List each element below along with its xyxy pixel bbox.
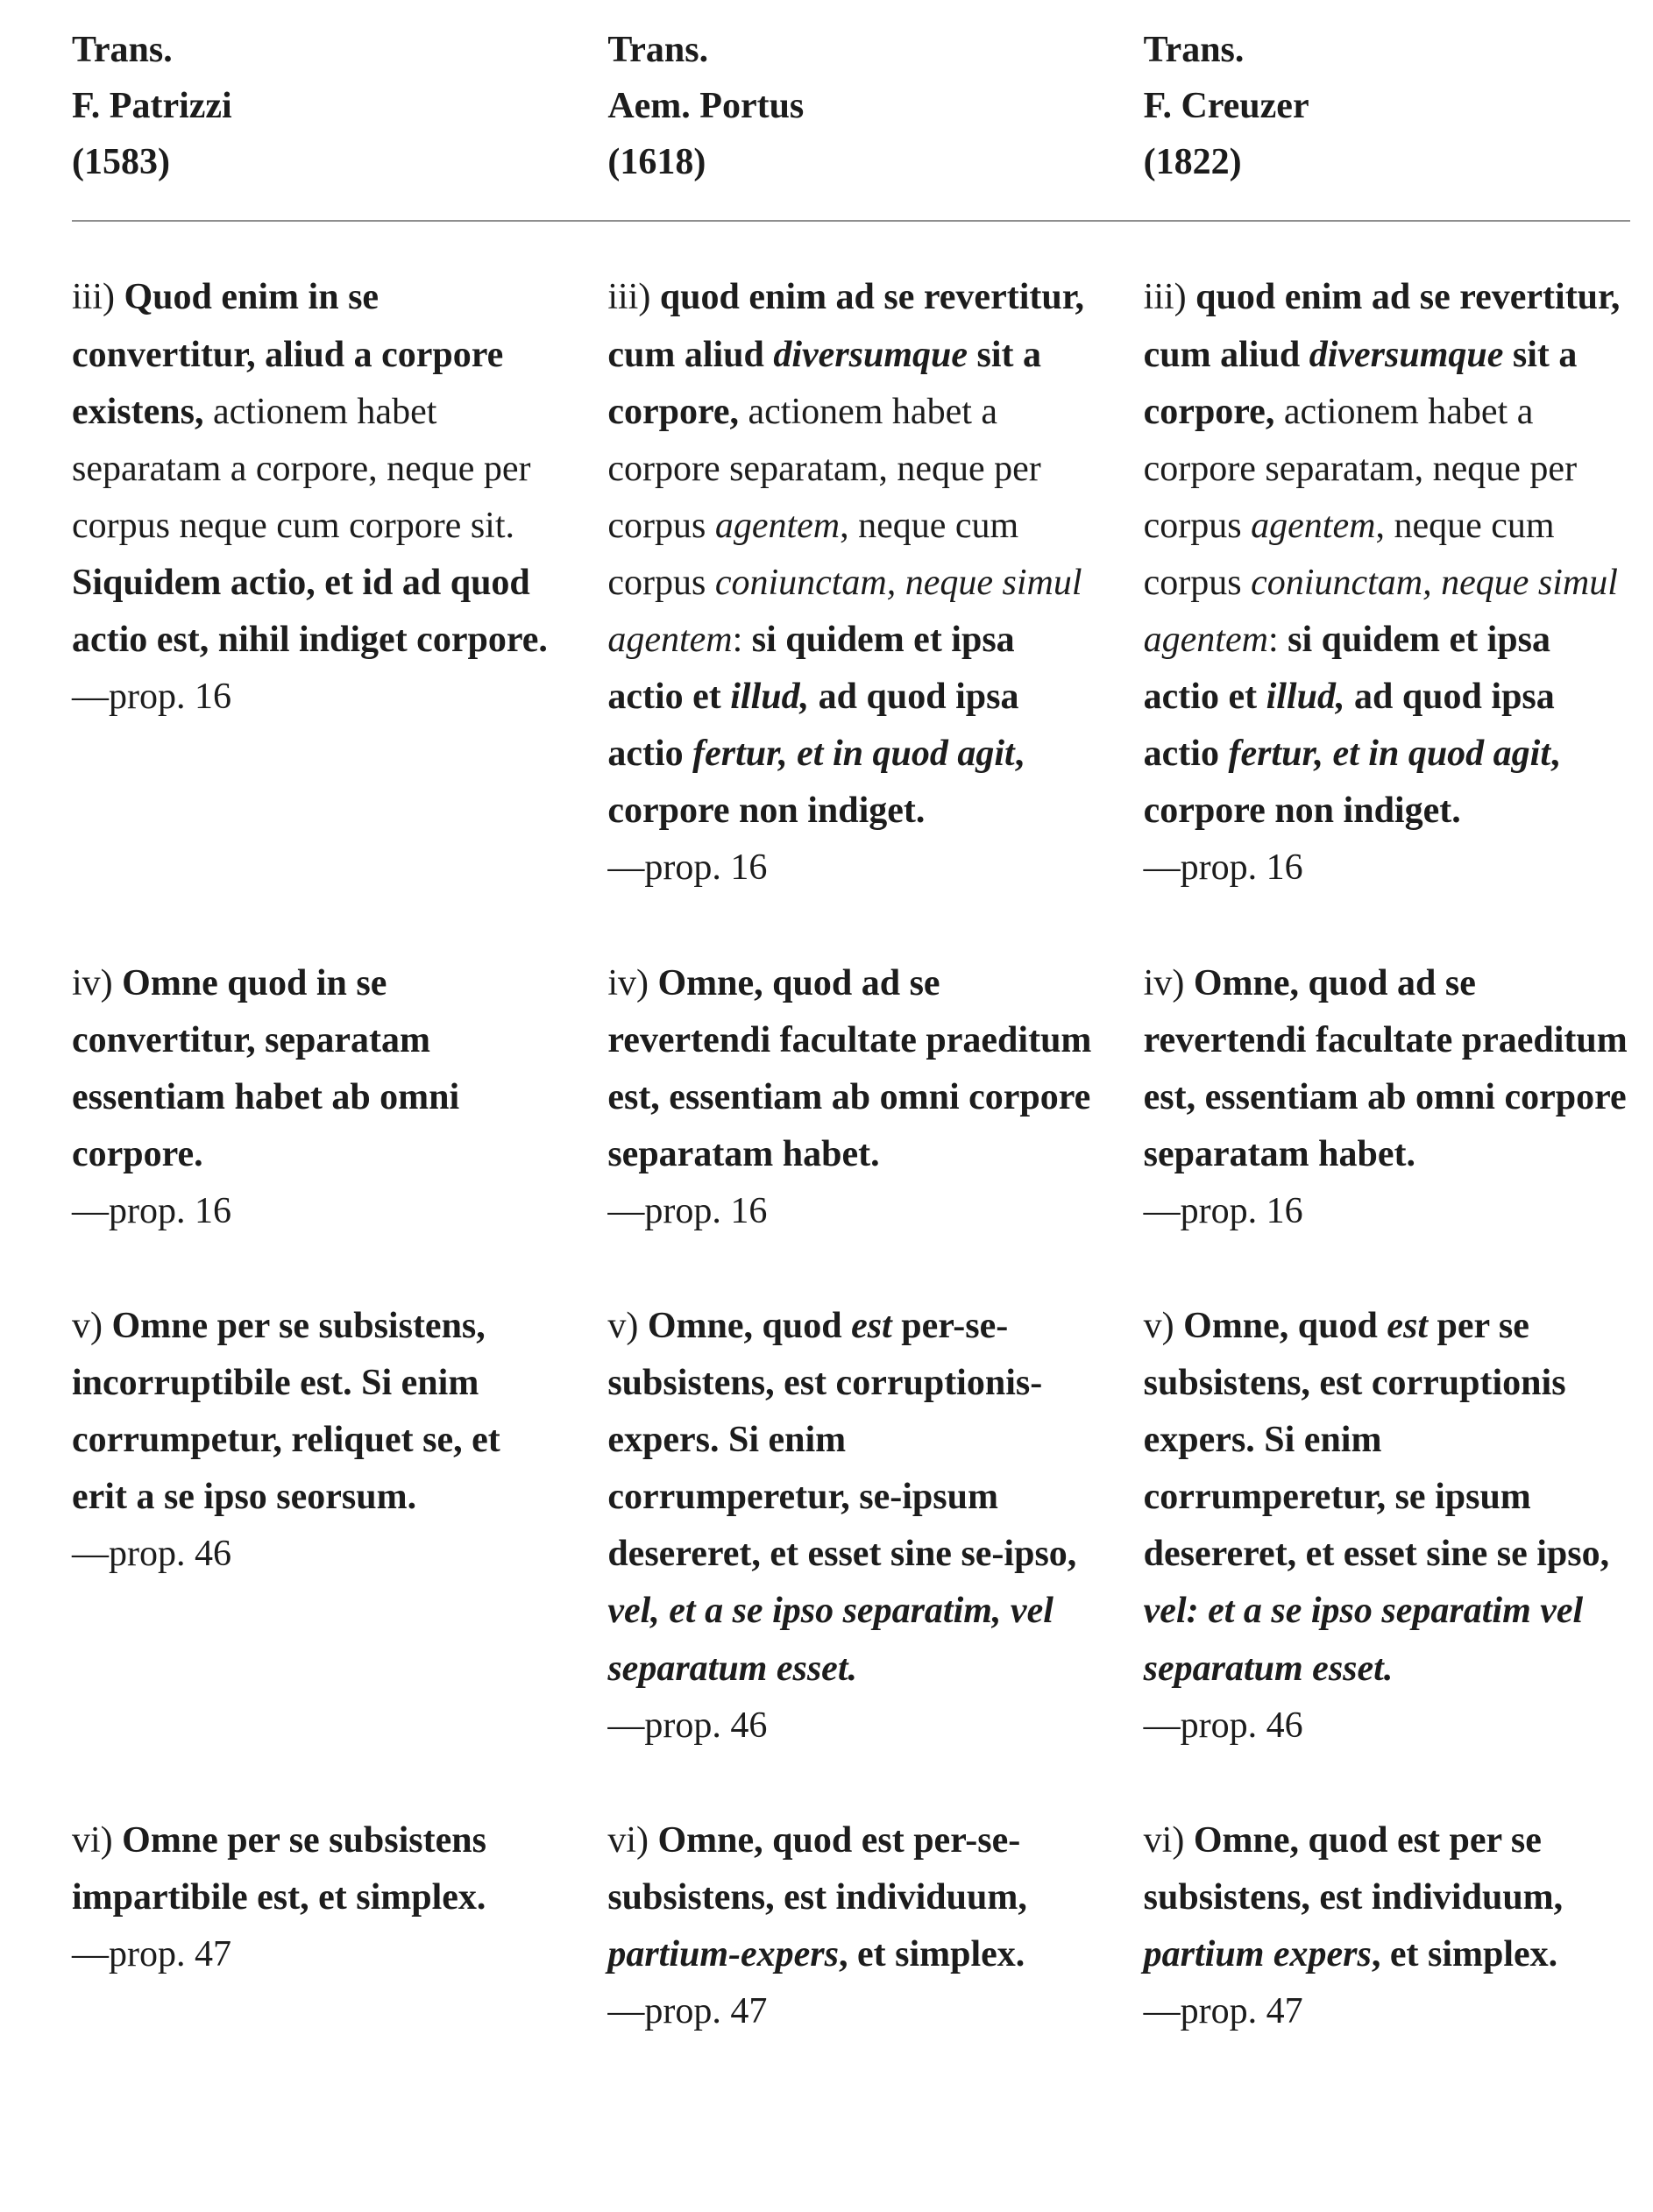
translator-name: F. Patrizzi xyxy=(72,85,232,126)
citation: —prop. 16 xyxy=(607,847,768,889)
passage-text xyxy=(72,1812,558,1926)
column-header-portus xyxy=(607,23,1094,190)
passage-text xyxy=(1144,1812,1630,1983)
citation: —prop. 16 xyxy=(72,1190,231,1231)
text-segment: , corpore non indiget. xyxy=(607,734,1025,832)
proposition-row-iii xyxy=(72,269,1630,897)
translation-label: Trans. xyxy=(1143,30,1245,70)
header-divider-rule xyxy=(72,220,1630,222)
text-segment: si quidem et ipsa actio et xyxy=(1143,620,1551,718)
text-segment: ad quod ipsa actio xyxy=(1143,677,1555,775)
text-segment: coniunctam, neque simul agentem xyxy=(1143,562,1618,661)
translator-name: Aem. Portus xyxy=(607,85,805,126)
text-segment: actionem habet separatam a corpore, neque per corpus neque cum corpore sit. xyxy=(72,391,531,546)
text-segment: fertur, et in quod agit xyxy=(1228,734,1551,775)
citation: —prop. 16 xyxy=(607,1190,768,1231)
text-segment: Quod enim in se convertitur, aliud a corpore existens, xyxy=(72,277,504,432)
text-segment: quod enim ad se revertitur, cum aliud xyxy=(1143,277,1621,375)
text-segment: Omne, quod xyxy=(647,1305,852,1346)
text-segment: diversumque xyxy=(1309,334,1504,375)
passage-iv-portus xyxy=(607,955,1094,1240)
passage-text xyxy=(607,955,1094,1183)
passage-v-patrizzi xyxy=(72,1298,558,1583)
passage-iii-patrizzi xyxy=(72,269,558,726)
text-segment: actionem habet a corpore separatam, neque per corpus xyxy=(1143,391,1578,546)
passage-text xyxy=(1144,269,1630,840)
translation-year: (1822) xyxy=(1143,141,1242,182)
text-segment: iv) xyxy=(72,962,123,1003)
citation: —prop. 47 xyxy=(607,1991,768,2032)
text-segment: : xyxy=(732,620,752,661)
passage-vi-creuzer xyxy=(1144,1812,1630,2040)
text-segment: Omne, quod xyxy=(1183,1305,1387,1346)
text-segment: iii) xyxy=(72,277,124,318)
text-segment: Omne, quod ad se revertendi facultate praeditum est, essentiam ab omni corpore separatam habet. xyxy=(607,962,1092,1174)
text-segment: est xyxy=(1387,1305,1429,1346)
text-segment: v) xyxy=(607,1305,648,1346)
passage-vi-patrizzi xyxy=(72,1812,558,1983)
passage-text xyxy=(72,269,558,669)
text-segment: partium-expers xyxy=(607,1933,839,1974)
text-segment: est xyxy=(851,1305,892,1346)
text-segment: Siquidem actio, et id ad quod actio est, nihil indiget corpore. xyxy=(72,562,548,661)
text-segment: illud, xyxy=(730,677,810,718)
passage-v-portus xyxy=(607,1298,1094,1755)
text-segment: si quidem et ipsa actio et xyxy=(607,620,1015,718)
text-segment: agentem xyxy=(1251,505,1376,546)
citation: —prop. 16 xyxy=(1143,847,1303,889)
citation: —prop. 16 xyxy=(72,677,231,718)
text-segment: iv) xyxy=(607,962,658,1003)
citation: —prop. 47 xyxy=(72,1933,231,1974)
text-segment: agentem xyxy=(714,505,841,546)
passage-text xyxy=(607,269,1094,840)
passage-text xyxy=(1144,1298,1630,1698)
translation-year: (1618) xyxy=(607,141,706,182)
text-segment: vi) xyxy=(607,1819,658,1861)
text-segment: iv) xyxy=(1143,962,1194,1003)
column-headers xyxy=(72,23,1630,190)
proposition-row-iv xyxy=(72,955,1630,1240)
text-segment: v) xyxy=(72,1305,112,1346)
passage-text xyxy=(72,955,558,1183)
passage-vi-portus xyxy=(607,1812,1094,2040)
text-segment: vel, et a se ipso separatim, vel separatum esset. xyxy=(607,1591,1054,1689)
citation: —prop. 46 xyxy=(607,1705,768,1746)
passage-iv-patrizzi xyxy=(72,955,558,1240)
text-segment: actionem habet a corpore separatam, neque per corpus xyxy=(607,391,1041,546)
text-segment: illud, xyxy=(1266,677,1345,718)
text-segment: vi) xyxy=(72,1819,123,1861)
text-segment: , et simplex. xyxy=(1371,1933,1558,1974)
proposition-row-vi xyxy=(72,1812,1630,2040)
passage-text xyxy=(72,1298,558,1526)
text-segment: Omne per se subsistens, incorruptibile est. Si enim corrumpetur, reliquet se, et erit a se ipso seorsum. xyxy=(72,1305,500,1518)
text-segment: vel: et a se ipso separatim vel separatum esset. xyxy=(1143,1591,1584,1689)
passage-text xyxy=(607,1298,1094,1698)
text-segment: diversumque xyxy=(773,334,968,375)
column-header-patrizzi xyxy=(72,23,558,190)
text-segment: ad quod ipsa actio xyxy=(607,677,1019,775)
text-segment: Omne, quod est per se subsistens, est individuum, xyxy=(1143,1819,1564,1918)
passage-iv-creuzer xyxy=(1144,955,1630,1240)
translator-name: F. Creuzer xyxy=(1143,85,1309,126)
passage-iii-portus xyxy=(607,269,1094,897)
citation: —prop. 46 xyxy=(72,1534,231,1575)
text-segment: vi) xyxy=(1143,1819,1194,1861)
text-segment: , et simplex. xyxy=(839,1933,1025,1974)
citation: —prop. 47 xyxy=(1143,1991,1303,2032)
text-segment: Omne per se subsistens impartibile est, et simplex. xyxy=(72,1819,486,1918)
passage-v-creuzer xyxy=(1144,1298,1630,1755)
passage-iii-creuzer xyxy=(1144,269,1630,897)
translation-label: Trans. xyxy=(607,30,709,70)
text-segment: coniunctam, neque simul agentem xyxy=(607,562,1082,661)
text-segment: Omne quod in se convertitur, separatam essentiam habet ab omni corpore. xyxy=(72,962,460,1174)
text-segment: Omne, quod ad se revertendi facultate praeditum est, essentiam ab omni corpore separatam habet. xyxy=(1143,962,1628,1174)
text-segment: sit a corpore, xyxy=(607,334,1042,432)
text-segment: quod enim ad se revertitur, cum aliud xyxy=(607,277,1084,375)
citation: —prop. 46 xyxy=(1143,1705,1303,1746)
translation-year: (1583) xyxy=(72,141,170,182)
text-segment: , neque cum corpus xyxy=(607,505,1019,603)
text-segment: iii) xyxy=(1143,277,1196,318)
text-segment: iii) xyxy=(607,277,660,318)
text-segment: sit a corpore, xyxy=(1143,334,1578,432)
text-segment: Omne, quod est per-se-subsistens, est individuum, xyxy=(607,1819,1027,1918)
text-segment: partium expers xyxy=(1143,1933,1372,1974)
text-segment: per se subsistens, est corruptionis expers. Si enim corrumperetur, se ipsum desereret, et esset sine se ipso, xyxy=(1143,1305,1610,1575)
text-segment: fertur, et in quod agit xyxy=(692,734,1015,775)
text-segment: , neque cum corpus xyxy=(1143,505,1555,603)
text-segment: , corpore non indiget. xyxy=(1143,734,1560,832)
text-segment: per-se-subsistens, est corruptionis-expers. Si enim corrumperetur, se-ipsum desereret, et esset sine se-ipso, xyxy=(607,1305,1077,1575)
text-segment: v) xyxy=(1143,1305,1184,1346)
passage-text xyxy=(607,1812,1094,1983)
text-segment: : xyxy=(1267,620,1288,661)
citation: —prop. 16 xyxy=(1143,1190,1303,1231)
proposition-row-v xyxy=(72,1298,1630,1755)
passage-text xyxy=(1144,955,1630,1183)
translation-label: Trans. xyxy=(72,30,173,70)
column-header-creuzer xyxy=(1144,23,1630,190)
